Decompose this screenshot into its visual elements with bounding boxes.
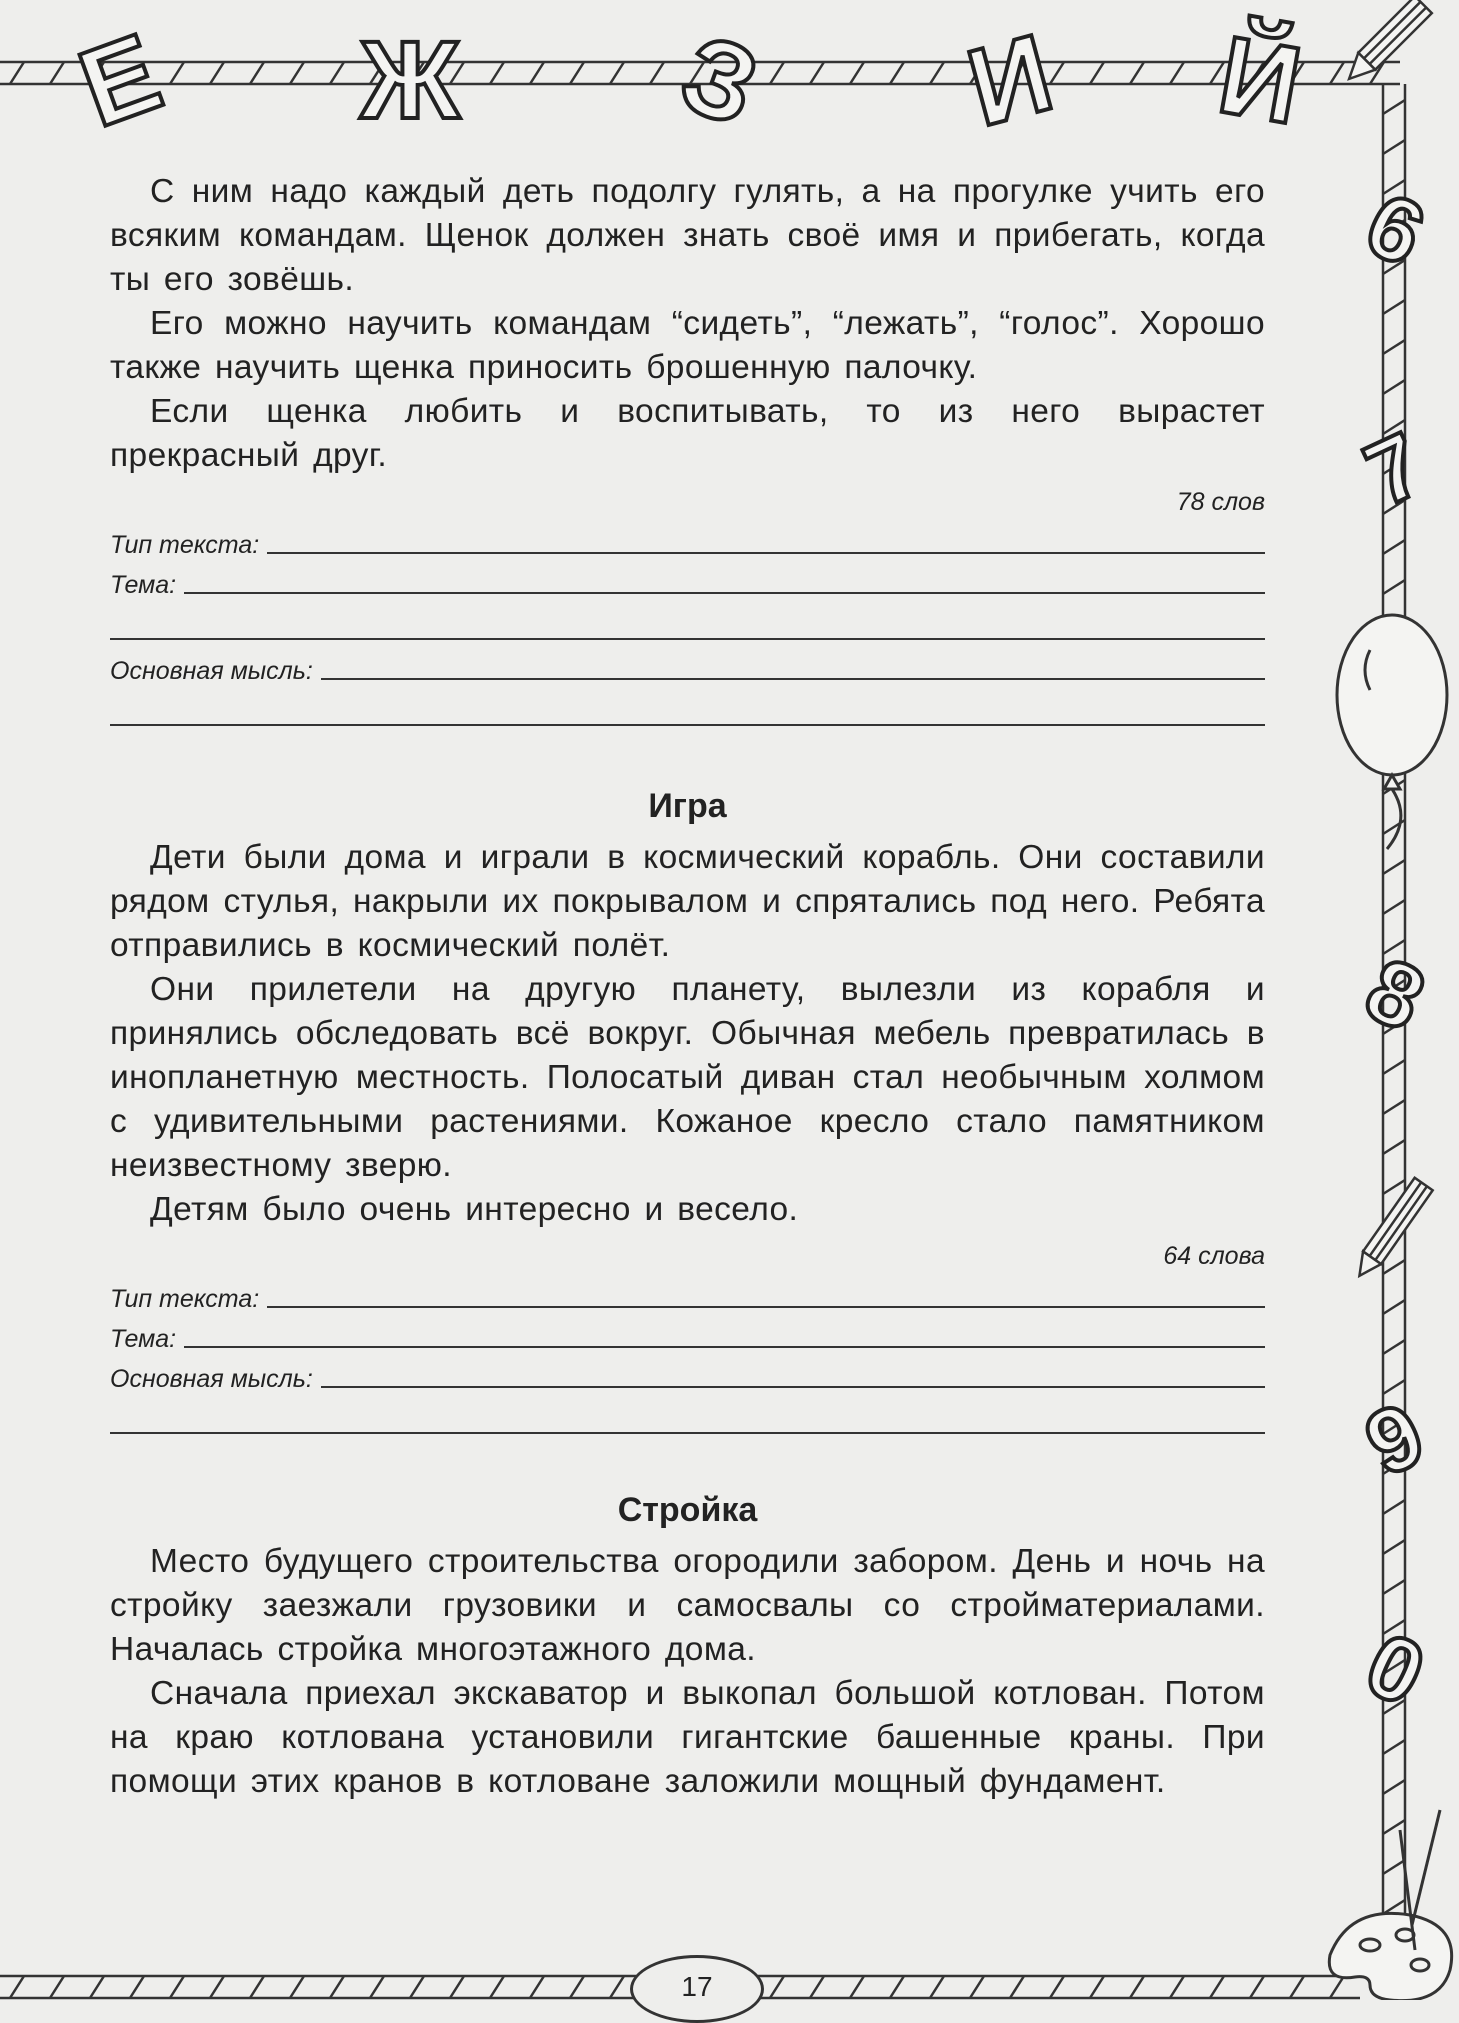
type-label: Тип текста: — [110, 531, 260, 559]
section3-paragraph-2: Сначала приехал экскаватор и выкопал большой котлован. Потом на краю котлована установили гигантские башенные краны. При помощи этих кранов в котловане заложили мощный фундамент. — [110, 1675, 1265, 1800]
section2-paragraph-2: Они прилетели на другую планету, вылезли из корабля и принялись обследовать всё вокруг. Обычная мебель превратилась в инопланетную местность. Полосатый диван стал необычным холмом с удивительными растениями. Кожаное кресло стало памятником неизвестному зверю. — [110, 971, 1265, 1184]
pencil-icon — [1341, 0, 1432, 87]
header-letter: Й — [1210, 13, 1310, 148]
section2-type-field[interactable] — [110, 1274, 1265, 1314]
header-letter: И — [956, 10, 1065, 151]
section2-main-idea-field[interactable] — [110, 1354, 1265, 1394]
section1-theme-field[interactable] — [110, 560, 1265, 600]
side-digit: 0 — [1351, 1614, 1439, 1726]
side-digit: 7 — [1351, 414, 1439, 526]
section2-blank-line[interactable] — [110, 1394, 1265, 1434]
type-label: Тип текста: — [110, 1285, 260, 1313]
theme-label: Тема: — [110, 571, 177, 599]
section2-word-count: 64 слова — [1163, 1242, 1265, 1270]
section2-title: Игра — [648, 787, 727, 825]
header-letter: Е — [64, 10, 176, 151]
section1-blank-line[interactable] — [110, 600, 1265, 640]
side-digit: 8 — [1351, 939, 1439, 1051]
main-idea-label: Основная мысль: — [110, 1365, 313, 1393]
section3-paragraph-1: Место будущего строительства огородили забором. День и ночь на стройку заезжали грузовики и самосвалы со стройматериалами. Началась стройка многоэтажного дома. — [110, 1543, 1265, 1668]
section1-main-idea-field[interactable] — [110, 646, 1265, 686]
section1-type-field[interactable] — [110, 520, 1265, 560]
theme-label: Тема: — [110, 1325, 177, 1353]
main-content — [110, 170, 1265, 1804]
section1-paragraph-1: С ним надо каждый деть подолгу гулять, а на прогулке учить его всяким командам. Щенок должен знать своё имя и прибегать, когда ты его зовёшь. — [110, 173, 1265, 298]
header-letter: Ж — [360, 19, 460, 142]
side-digit: 6 — [1351, 174, 1439, 286]
balloon-icon — [1337, 615, 1447, 849]
header-letter: З — [666, 10, 774, 151]
section2-theme-field[interactable] — [110, 1314, 1265, 1354]
section1-word-count: 78 слов — [1176, 488, 1265, 516]
palette-icon — [1329, 1810, 1451, 2000]
side-digit: 9 — [1351, 1384, 1439, 1496]
main-idea-label: Основная мысль: — [110, 657, 313, 685]
section2-paragraph-1: Дети были дома и играли в космический корабль. Они составили рядом стулья, накрыли их покрывалом и спрятались под него. Ребята отправились в космический полёт. — [110, 839, 1265, 964]
section1-paragraph-3: Если щенка любить и воспитывать, то из него вырастет прекрасный друг. — [110, 393, 1265, 474]
section1-blank-line-2[interactable] — [110, 686, 1265, 726]
section3-title: Стройка — [617, 1491, 758, 1529]
section2-paragraph-3: Детям было очень интересно и весело. — [150, 1191, 799, 1228]
page-number: 17 — [630, 1955, 764, 2023]
pencil-icon-2 — [1350, 1178, 1432, 1282]
section1-paragraph-2: Его можно научить командам “сидеть”, “лежать”, “голос”. Хорошо также научить щенка приносить брошенную палочку. — [110, 305, 1265, 386]
